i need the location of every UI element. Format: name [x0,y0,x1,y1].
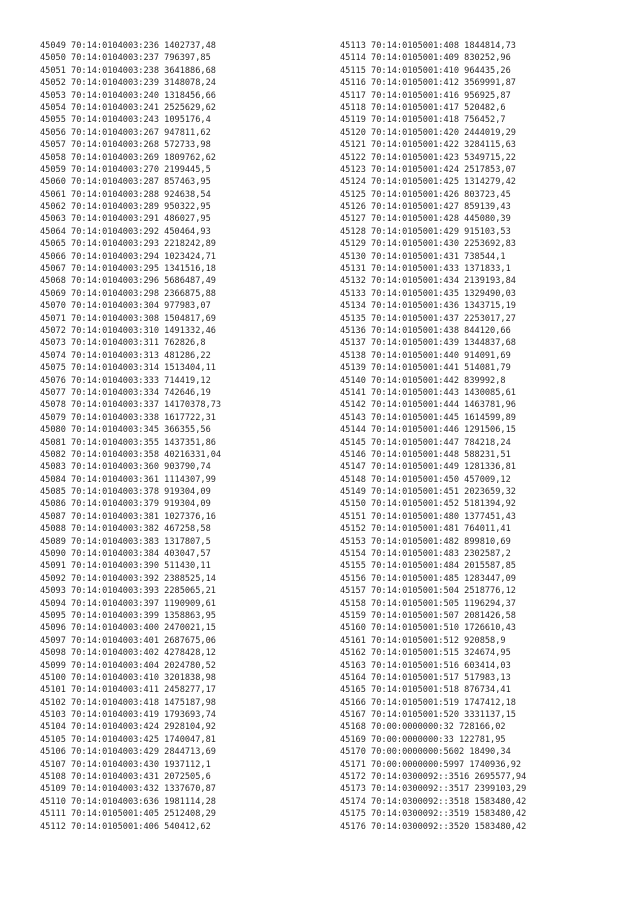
record-row: 45176 70:14:0300092::3520 1583480,42 [340,821,527,832]
record-row: 45098 70:14:0104003:402 4278428,12 [40,648,216,659]
record-row: 45130 70:14:0105001:431 738544,1 [340,251,506,262]
record-row: 45099 70:14:0104003:404 2024780,52 [40,660,216,671]
record-row: 45123 70:14:0105001:424 2517853,07 [340,164,516,175]
record-row: 45066 70:14:0104003:294 1023424,71 [40,251,216,262]
record-row: 45156 70:14:0105001:485 1283447,09 [340,573,516,584]
record-row: 45157 70:14:0105001:504 2518776,12 [340,586,516,597]
record-row: 45140 70:14:0105001:442 839992,8 [340,375,506,386]
record-row: 45105 70:14:0104003:425 1740047,81 [40,734,216,745]
record-row: 45142 70:14:0105001:444 1463781,96 [340,400,516,411]
record-row: 45054 70:14:0104003:241 2525629,62 [40,102,216,113]
record-row: 45171 70:00:0000000:5997 1740936,92 [340,759,522,770]
record-row: 45165 70:14:0105001:518 876734,41 [340,685,511,696]
record-row: 45101 70:14:0104003:411 2458277,17 [40,685,216,696]
record-row: 45115 70:14:0105001:410 964435,26 [340,65,511,76]
record-row: 45169 70:00:0000000:33 122781,95 [340,734,506,745]
record-row: 45056 70:14:0104003:267 947811,62 [40,127,211,138]
record-row: 45129 70:14:0105001:430 2253692,83 [340,239,516,250]
record-row: 45124 70:14:0105001:425 1314279,42 [340,177,516,188]
record-row: 45162 70:14:0105001:515 324674,95 [340,648,511,659]
record-row: 45144 70:14:0105001:446 1291506,15 [340,425,516,436]
record-row: 45137 70:14:0105001:439 1344837,68 [340,338,516,349]
record-row: 45166 70:14:0105001:519 1747412,18 [340,697,516,708]
record-row: 45078 70:14:0104003:337 14170378,73 [40,400,222,411]
record-row: 45094 70:14:0104003:397 1190909,61 [40,598,216,609]
record-row: 45063 70:14:0104003:291 486027,95 [40,214,211,225]
record-row: 45079 70:14:0104003:338 1617722,31 [40,412,216,423]
record-row: 45107 70:14:0104003:430 1937112,1 [40,759,211,770]
record-row: 45062 70:14:0104003:289 950322,95 [40,202,211,213]
record-row: 45049 70:14:0104003:236 1402737,48 [40,41,216,51]
record-row: 45093 70:14:0104003:393 2285065,21 [40,586,216,597]
record-row: 45125 70:14:0105001:426 803723,45 [340,189,511,200]
record-row: 45138 70:14:0105001:440 914091,69 [340,350,511,361]
record-row: 45100 70:14:0104003:410 3201838,98 [40,672,216,683]
record-row: 45077 70:14:0104003:334 742646,19 [40,387,211,398]
record-row: 45106 70:14:0104003:429 2844713,69 [40,747,216,758]
record-row: 45092 70:14:0104003:392 2388525,14 [40,573,216,584]
record-row: 45071 70:14:0104003:308 1504817,69 [40,313,216,324]
record-row: 45132 70:14:0105001:434 2139193,84 [340,276,516,287]
record-row: 45051 70:14:0104003:238 3641886,68 [40,65,216,76]
record-row: 45167 70:14:0105001:520 3331137,15 [340,710,516,721]
record-row: 45095 70:14:0104003:399 1358863,95 [40,610,216,621]
record-row: 45172 70:14:0300092::3516 2695577,94 [340,772,527,783]
record-row: 45159 70:14:0105001:507 2081426,58 [340,610,516,621]
record-row: 45174 70:14:0300092::3518 1583480,42 [340,796,527,807]
record-row: 45087 70:14:0104003:381 1027376,16 [40,511,216,522]
record-row: 45155 70:14:0105001:484 2015587,85 [340,561,516,572]
record-row: 45134 70:14:0105001:436 1343715,19 [340,301,516,312]
record-row: 45112 70:14:0105001:406 540412,62 [40,821,211,832]
record-row: 45175 70:14:0300092::3519 1583480,42 [340,809,527,820]
record-row: 45085 70:14:0104003:378 919304,09 [40,487,211,498]
record-row: 45058 70:14:0104003:269 1809762,62 [40,152,216,163]
record-row: 45073 70:14:0104003:311 762826,8 [40,338,206,349]
record-row: 45121 70:14:0105001:422 3284115,63 [340,140,516,151]
record-row: 45113 70:14:0105001:408 1844814,73 [340,41,516,51]
record-row: 45127 70:14:0105001:428 445080,39 [340,214,511,225]
record-row: 45141 70:14:0105001:443 1430085,61 [340,387,516,398]
record-row: 45122 70:14:0105001:423 5349715,22 [340,152,516,163]
record-row: 45074 70:14:0104003:313 481286,22 [40,350,211,361]
record-row: 45080 70:14:0104003:345 366355,56 [40,425,211,436]
record-row: 45145 70:14:0105001:447 784218,24 [340,437,511,448]
record-row: 45153 70:14:0105001:482 899810,69 [340,536,511,547]
record-row: 45111 70:14:0105001:405 2512408,29 [40,809,216,820]
record-row: 45114 70:14:0105001:409 830252,96 [340,53,511,64]
record-row: 45151 70:14:0105001:480 1377451,43 [340,511,516,522]
record-row: 45053 70:14:0104003:240 1318456,66 [40,90,216,101]
record-row: 45133 70:14:0105001:435 1329490,03 [340,288,516,299]
record-row: 45126 70:14:0105001:427 859139,43 [340,202,511,213]
record-row: 45052 70:14:0104003:239 3148078,24 [40,78,216,89]
record-row: 45086 70:14:0104003:379 919304,09 [40,499,211,510]
record-row: 45084 70:14:0104003:361 1114307,99 [40,474,216,485]
record-row: 45091 70:14:0104003:390 511430,11 [40,561,211,572]
record-row: 45083 70:14:0104003:360 903790,74 [40,462,211,473]
record-row: 45135 70:14:0105001:437 2253017,27 [340,313,516,324]
record-row: 45148 70:14:0105001:450 457009,12 [340,474,511,485]
record-row: 45158 70:14:0105001:505 1196294,37 [340,598,516,609]
record-row: 45131 70:14:0105001:433 1371833,1 [340,264,511,275]
record-row: 45090 70:14:0104003:384 403047,57 [40,549,211,560]
record-row: 45104 70:14:0104003:424 2928104,92 [40,722,216,733]
record-row: 45081 70:14:0104003:355 1437351,86 [40,437,216,448]
record-row: 45110 70:14:0104003:636 1981114,28 [40,796,216,807]
right-record-column [340,40,526,833]
record-row: 45164 70:14:0105001:517 517983,13 [340,672,511,683]
record-row: 45067 70:14:0104003:295 1341516,18 [40,264,216,275]
record-row: 45070 70:14:0104003:304 977983,07 [40,301,211,312]
record-row: 45068 70:14:0104003:296 5686487,49 [40,276,216,287]
record-row: 45064 70:14:0104003:292 450464,93 [40,226,211,237]
record-row: 45152 70:14:0105001:481 764011,41 [340,524,511,535]
record-row: 45060 70:14:0104003:287 857463,95 [40,177,211,188]
record-row: 45055 70:14:0104003:243 1095176,4 [40,115,211,126]
record-row: 45116 70:14:0105001:412 3569991,87 [340,78,516,89]
record-row: 45150 70:14:0105001:452 5181394,92 [340,499,516,510]
record-row: 45102 70:14:0104003:418 1475187,98 [40,697,216,708]
record-row: 45161 70:14:0105001:512 920858,9 [340,635,506,646]
left-record-column [40,40,221,833]
record-row: 45146 70:14:0105001:448 588231,51 [340,449,511,460]
record-row: 45120 70:14:0105001:420 2444019,29 [340,127,516,138]
record-row: 45117 70:14:0105001:416 956925,87 [340,90,511,101]
record-row: 45057 70:14:0104003:268 572733,98 [40,140,211,151]
record-row: 45170 70:00:0000000:5602 18490,34 [340,747,511,758]
record-row: 45076 70:14:0104003:333 714419,12 [40,375,211,386]
record-row: 45173 70:14:0300092::3517 2399103,29 [340,784,527,795]
record-row: 45065 70:14:0104003:293 2218242,89 [40,239,216,250]
record-row: 45147 70:14:0105001:449 1281336,81 [340,462,516,473]
record-row: 45136 70:14:0105001:438 844120,66 [340,325,511,336]
record-row: 45128 70:14:0105001:429 915103,53 [340,226,511,237]
record-row: 45050 70:14:0104003:237 796397,85 [40,53,211,64]
record-row: 45069 70:14:0104003:298 2366875,88 [40,288,216,299]
record-row: 45082 70:14:0104003:358 40216331,04 [40,449,222,460]
record-row: 45096 70:14:0104003:400 2470021,15 [40,623,216,634]
record-row: 45149 70:14:0105001:451 2023659,32 [340,487,516,498]
record-row: 45119 70:14:0105001:418 756452,7 [340,115,506,126]
record-row: 45088 70:14:0104003:382 467258,58 [40,524,211,535]
record-row: 45072 70:14:0104003:310 1491332,46 [40,325,216,336]
record-row: 45163 70:14:0105001:516 603414,03 [340,660,511,671]
record-row: 45118 70:14:0105001:417 520482,6 [340,102,506,113]
record-row: 45143 70:14:0105001:445 1614599,89 [340,412,516,423]
record-row: 45154 70:14:0105001:483 2302587,2 [340,549,511,560]
record-row: 45097 70:14:0104003:401 2687675,06 [40,635,216,646]
record-row: 45109 70:14:0104003:432 1337670,87 [40,784,216,795]
record-row: 45075 70:14:0104003:314 1513404,11 [40,363,216,374]
record-row: 45160 70:14:0105001:510 1726610,43 [340,623,516,634]
record-row: 45089 70:14:0104003:383 1317807,5 [40,536,211,547]
record-row: 45139 70:14:0105001:441 514081,79 [340,363,511,374]
record-row: 45108 70:14:0104003:431 2072505,6 [40,772,211,783]
record-row: 45103 70:14:0104003:419 1793693,74 [40,710,216,721]
record-row: 45059 70:14:0104003:270 2199445,5 [40,164,211,175]
record-row: 45061 70:14:0104003:288 924638,54 [40,189,211,200]
record-row: 45168 70:00:0000000:32 728166,02 [340,722,506,733]
